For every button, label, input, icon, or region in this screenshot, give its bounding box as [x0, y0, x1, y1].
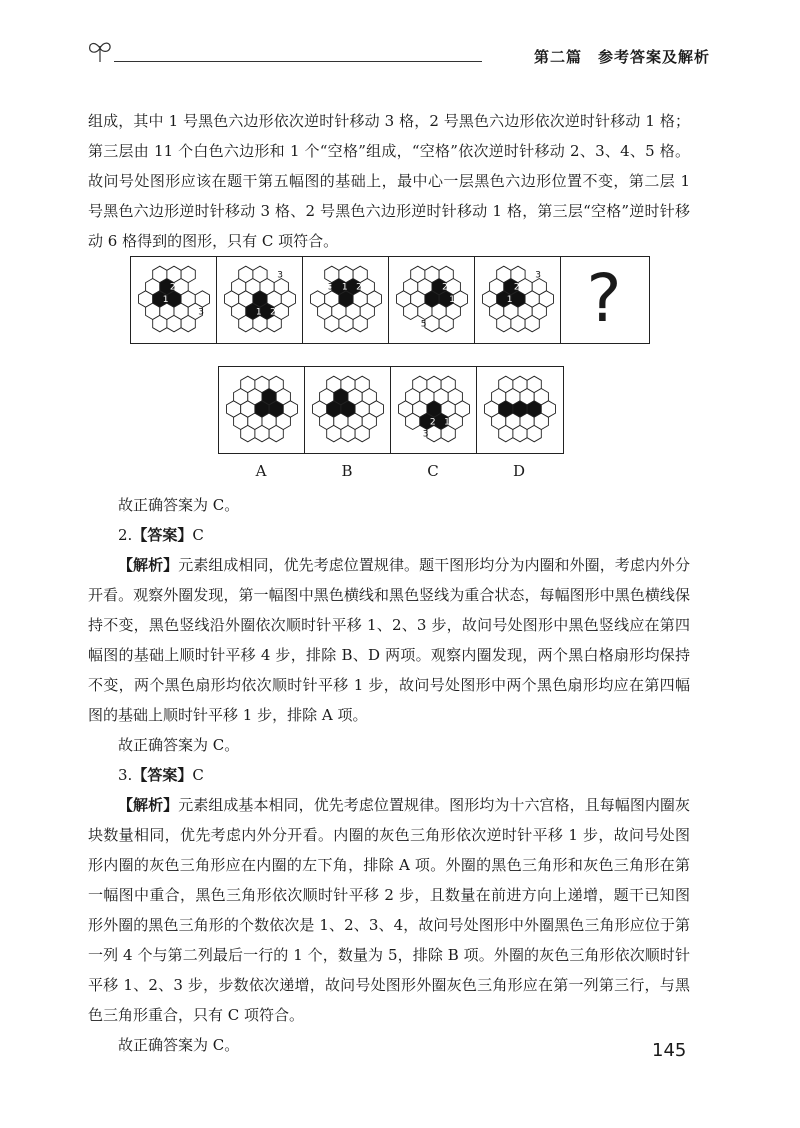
- stem-cell-3: [303, 257, 389, 343]
- paragraph-text: 组成，其中 1 号黑色六边形依次逆时针移动 3 格，2 号黑色六边形依次逆时针移动 1 格；第三层由 11 个白色六边形和 1 个“空格”组成，“空格”依次逆时针移动 2、3、4、5 格。故问号处图形应该在题干第五幅图的基础上，最中心一层黑色六边形位置不变，第二层 1 号黑色六边形逆时针移动 3 格、2 号黑色六边形逆时针移动 1 格，第三层“空格”逆时针移动 6 格得到的图形，只有 C 项符合。: [88, 112, 690, 250]
- hexagon-number: 2: [442, 282, 448, 293]
- question-mark: ?: [586, 260, 622, 337]
- hexagon-number: 3: [422, 429, 429, 440]
- white-hexagon: [181, 266, 195, 282]
- hexagon-number: 2: [169, 282, 176, 293]
- white-hexagon: [539, 291, 553, 307]
- q2-answer-line: [88, 520, 690, 550]
- white-hexagon: [369, 401, 383, 417]
- q2-final: 故正确答案为 C。: [118, 736, 240, 754]
- q2-analysis-label: 【解析】: [118, 556, 179, 574]
- white-hexagon: [541, 401, 555, 417]
- q2-answer-value: C: [192, 526, 204, 544]
- q3-analysis: [88, 790, 690, 1030]
- hexagon-number: 2: [270, 307, 276, 318]
- stem-figure: [130, 256, 650, 344]
- hexagon-number: 1: [506, 295, 513, 305]
- hexagon-number: 1: [341, 282, 348, 293]
- q2-analysis: [88, 550, 690, 730]
- hexagon-number: 3: [535, 270, 541, 281]
- option-a-cell: [219, 367, 305, 453]
- option-b-cell: [305, 367, 391, 453]
- q2-answer-label: 【答案】: [132, 526, 193, 544]
- option-d-cell: [477, 367, 563, 453]
- running-header: [86, 44, 710, 68]
- sprout-icon: [86, 38, 114, 64]
- header-rule: [114, 61, 482, 62]
- white-hexagon: [367, 291, 381, 307]
- white-hexagon: [195, 291, 209, 307]
- page-number: 145: [652, 1040, 687, 1061]
- hexagon-number: 3: [327, 282, 334, 293]
- paragraph-continued: [88, 106, 690, 256]
- hexagon-number: 5: [420, 319, 427, 330]
- hexagon-number: 1: [162, 295, 169, 305]
- option-label-a: A: [255, 462, 267, 480]
- answer-1-final: 故正确答案为 C。: [118, 496, 240, 514]
- stem-cell-5: [475, 257, 561, 343]
- q3-final: 故正确答案为 C。: [118, 1036, 240, 1054]
- white-hexagon: [283, 401, 297, 417]
- q2-analysis-text: 元素组成相同，优先考虑位置规律。题干图形均分为内圈和外圈，考虑内外分开看。观察外圈发现，第一幅图中黑色横线和黑色竖线为重合状态，每幅图形中黑色横线保持不变，黑色竖线沿外圈依次顺时针平移 1、2、3 步，故问号处图形中黑色竖线应在第四幅图的基础上顺时针平移 4 步，排除 B、D 两项。观察内圈发现，两个黑白格扇形均保持不变，两个黑色扇形均依次顺时针平移 1 步，故问号处图形中两个黑色扇形均应在第四幅图的基础上顺时针平移 1 步，排除 A 项。: [88, 556, 690, 724]
- q3-analysis-text: 元素组成基本相同，优先考虑位置规律。图形均为十六宫格，且每幅图内圈灰块数量相同，优先考虑内外分开看。内圈的灰色三角形依次逆时针平移 1 步，故问号处图形内圈的灰色三角形应在内圈的左下角，排除 A 项。外圈的黑色三角形和灰色三角形在第一幅图中重合，黑色三角形依次顺时针平移 2 步，且数量在前进方向上递增，题干已知图形外圈的黑色三角形的个数依次是 1、2、3、4，故问号处图形中外圈黑色三角形应位于第一列 4 个与第二列最后一行的 1 个，数量为 5，排除 B 项。外圈的灰色三角形依次顺时针平移 1、2、3 步，步数依次递增，故问号处图形外圈灰色三角形应在第一列第三行，与黑色三角形重合，只有 C 项符合。: [88, 796, 690, 1024]
- stem-cell-1: [131, 257, 217, 343]
- hexagon-number: 1: [449, 295, 455, 305]
- option-labels: [0, 462, 800, 482]
- stem-cell-4: [389, 257, 475, 343]
- hexagon-number: 2: [429, 417, 436, 428]
- q3-analysis-label: 【解析】: [118, 796, 179, 814]
- hexagon-number: 1: [255, 307, 262, 318]
- q2-number: 2.: [118, 526, 133, 544]
- option-label-c: C: [427, 462, 439, 480]
- hexagon-number: 3: [198, 307, 205, 318]
- white-hexagon: [455, 401, 469, 417]
- header-title: 第二篇 参考答案及解析: [533, 48, 710, 66]
- option-label-b: B: [341, 462, 353, 480]
- options-figure: [218, 366, 564, 454]
- hexagon-number: 3: [277, 270, 283, 281]
- option-c-cell: [391, 367, 477, 453]
- q3-answer-line: [88, 760, 690, 790]
- q3-number: 3.: [118, 766, 133, 784]
- q3-answer-label: 【答案】: [132, 766, 193, 784]
- answers-section: [88, 490, 690, 1060]
- hexagon-number: 2: [356, 282, 362, 293]
- white-hexagon: [453, 291, 467, 307]
- option-label-d: D: [512, 462, 526, 480]
- hexagon-number: 2: [513, 282, 520, 293]
- q3-answer-value: C: [192, 766, 204, 784]
- hexagon-number: 1: [444, 417, 450, 428]
- white-hexagon: [281, 291, 295, 307]
- stem-cell-2: [217, 257, 303, 343]
- question-cell: [561, 257, 647, 343]
